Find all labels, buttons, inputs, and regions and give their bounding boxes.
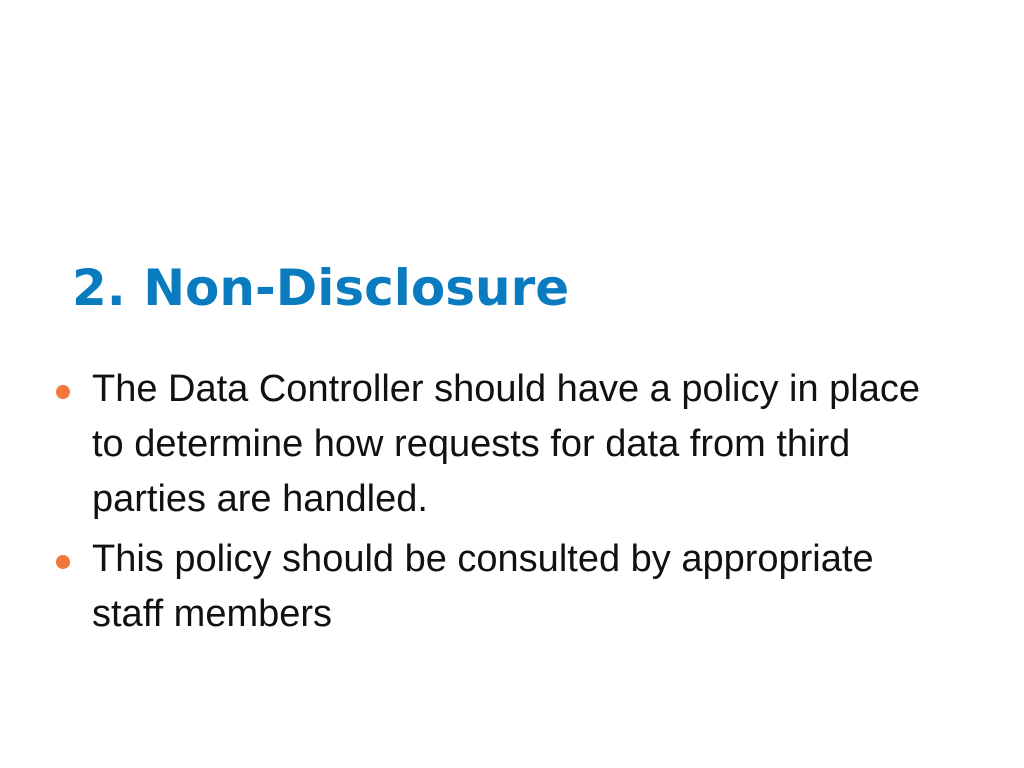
bullet-dot-icon [56, 385, 70, 399]
bullet-item [56, 532, 936, 642]
bullet-dot-icon [56, 555, 70, 569]
bullet-list [56, 362, 936, 642]
bullet-text: This policy should be consulted by appropriate staff members [92, 538, 874, 635]
bullet-text: The Data Controller should have a policy in place to determine how requests for data from third parties are handled. [92, 368, 921, 520]
bullet-item [56, 362, 936, 527]
slide-title: 2. Non-Disclosure [72, 259, 570, 317]
